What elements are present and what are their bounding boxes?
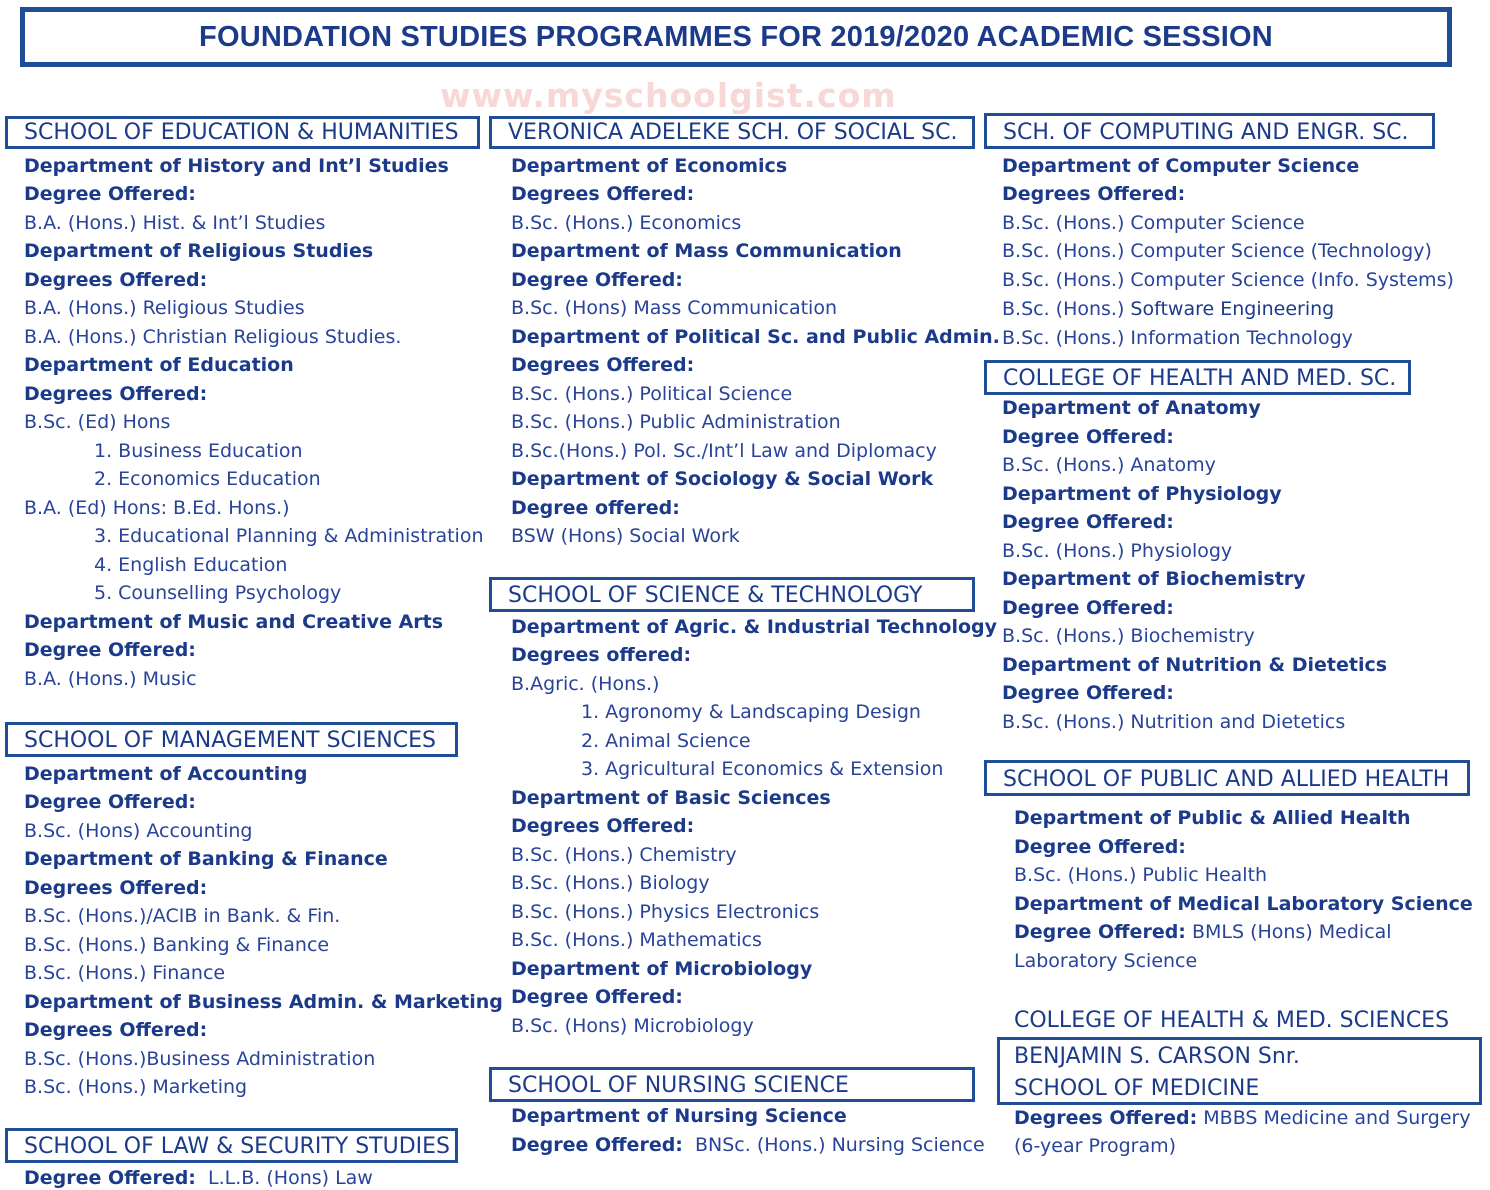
degree-item: B.Sc. (Hons.) Biochemistry xyxy=(1002,625,1255,647)
school-of-medicine-box xyxy=(997,1037,1482,1105)
degree-item: BMLS (Hons) Medical xyxy=(1191,921,1392,943)
degree-label: Degrees offered: xyxy=(511,644,692,666)
dept-economics: Department of Economics xyxy=(511,155,788,177)
dept-microbiology: Department of Microbiology xyxy=(511,958,813,980)
list-item: 4. English Education xyxy=(94,554,288,576)
dept-music: Department of Music and Creative Arts xyxy=(24,611,444,633)
degree-item-software xyxy=(1002,300,1334,319)
school-of-medicine-line1: BENJAMIN S. CARSON Snr. xyxy=(1014,1044,1300,1069)
degree-label: Degree Offered: xyxy=(1002,511,1174,533)
header-law-security: SCHOOL OF LAW & SECURITY STUDIES xyxy=(5,1128,458,1163)
degree-item: B.Sc. (Hons.) Nutrition and Dietetics xyxy=(1002,711,1346,733)
degree-item: B.A. (Hons.) Religious Studies xyxy=(24,297,305,319)
dept-mass-comm: Department of Mass Communication xyxy=(511,240,902,262)
degree-item: B.Sc. (Hons.) Information Technology xyxy=(1002,327,1353,349)
dept-business-admin: Department of Business Admin. & Marketing xyxy=(24,991,503,1013)
degree-label: Degree Offered: xyxy=(1002,597,1174,619)
degree-item: B.A. (Hons.) Christian Religious Studies. xyxy=(24,326,402,348)
dept-banking: Department of Banking & Finance xyxy=(24,848,388,870)
medlab-degree-line xyxy=(1014,923,1392,942)
degree-label: Degree offered: xyxy=(511,497,680,519)
dept-history: Department of History and Int’l Studies xyxy=(24,155,449,177)
degree-label: Degree Offered: xyxy=(1002,426,1174,448)
degree-label: Degrees Offered: xyxy=(24,1019,208,1041)
dept-physiology: Department of Physiology xyxy=(1002,483,1282,505)
dept-basic-sciences: Department of Basic Sciences xyxy=(511,787,831,809)
degree-item: B.Sc. (Hons.) Physics Electronics xyxy=(511,901,820,923)
degree-item: B.Agric. (Hons.) xyxy=(511,673,660,695)
degree-item: B.Sc. (Ed) Hons xyxy=(24,411,171,433)
list-item: 3. Educational Planning & Administration xyxy=(94,525,484,547)
dept-political-sc: Department of Political Sc. and Public Admin. xyxy=(511,326,1000,348)
degree-prefix: B.Sc. (Hons.) xyxy=(1002,298,1131,320)
degree-item: B.Sc. (Hons.) Public Health xyxy=(1014,864,1268,886)
degree-item: B.Sc. (Hons.) Public Administration xyxy=(511,411,841,433)
list-item: 1. Agronomy & Landscaping Design xyxy=(581,701,921,723)
degree-label: Degrees Offered: xyxy=(511,815,695,837)
degree-item: B.Sc. (Hons.) Anatomy xyxy=(1002,454,1216,476)
page-title-box xyxy=(20,7,1452,67)
degree-item: B.Sc. (Hons.) Finance xyxy=(24,962,226,984)
degree-item: B.Sc. (Hons) Mass Communication xyxy=(511,297,838,319)
degree-item: B.Sc. (Hons) Accounting xyxy=(24,820,253,842)
degree-label: Degree Offered: xyxy=(1014,921,1186,943)
degree-item: B.Sc. (Hons.) Banking & Finance xyxy=(24,934,330,956)
degree-item: MBBS Medicine and Surgery xyxy=(1203,1107,1471,1129)
degree-label: Degrees Offered: xyxy=(1014,1107,1198,1129)
degree-item: B.A. (Hons.) Hist. & Int’l Studies xyxy=(24,212,326,234)
dept-sociology: Department of Sociology & Social Work xyxy=(511,468,934,490)
dept-nutrition: Department of Nutrition & Dietetics xyxy=(1002,654,1388,676)
medicine-degree-line xyxy=(1014,1109,1471,1128)
degree-item: B.Sc. (Hons.) Computer Science xyxy=(1002,212,1305,234)
header-college-health-med-sciences: COLLEGE OF HEALTH & MED. SCIENCES xyxy=(1014,1008,1450,1033)
degree-label: Degrees Offered: xyxy=(511,354,695,376)
degree-label: Degree Offered: xyxy=(1014,836,1186,858)
list-item: 5. Counselling Psychology xyxy=(94,582,342,604)
degree-label: Degrees Offered: xyxy=(1002,183,1186,205)
dept-anatomy: Department of Anatomy xyxy=(1002,397,1261,419)
degree-item: B.Sc. (Hons.) Chemistry xyxy=(511,844,737,866)
degree-label: Degree Offered: xyxy=(24,1167,196,1189)
header-college-health-med: COLLEGE OF HEALTH AND MED. SC. xyxy=(984,360,1411,395)
degree-label: Degree Offered: xyxy=(1002,682,1174,704)
degree-item: B.Sc. (Hons.) Marketing xyxy=(24,1076,248,1098)
dept-agric: Department of Agric. & Industrial Technology xyxy=(511,616,998,638)
degree-item: Software Engineering xyxy=(1130,298,1335,320)
degree-label: Degree Offered: xyxy=(511,1134,683,1156)
dept-nursing: Department of Nursing Science xyxy=(511,1105,847,1127)
header-science-technology: SCHOOL OF SCIENCE & TECHNOLOGY xyxy=(489,577,975,612)
degree-item: B.Sc. (Hons.) Economics xyxy=(511,212,742,234)
degree-label: Degree Offered: xyxy=(24,183,196,205)
degree-label: Degree Offered: xyxy=(511,986,683,1008)
watermark: www.myschoolgist.com xyxy=(440,76,897,115)
header-education-humanities: SCHOOL OF EDUCATION & HUMANITIES xyxy=(5,116,480,149)
dept-public-allied: Department of Public & Allied Health xyxy=(1014,807,1411,829)
degree-item: B.Sc. (Hons.) Biology xyxy=(511,872,710,894)
degree-item: B.Sc. (Hons.)Business Administration xyxy=(24,1048,376,1070)
dept-accounting: Department of Accounting xyxy=(24,763,308,785)
degree-item: B.Sc. (Hons.) Mathematics xyxy=(511,929,762,951)
degree-label: Degrees Offered: xyxy=(24,269,208,291)
list-item: 3. Agricultural Economics & Extension xyxy=(581,758,944,780)
dept-medical-lab: Department of Medical Laboratory Science xyxy=(1014,893,1473,915)
degree-item: B.Sc.(Hons.) Pol. Sc./Int’l Law and Diplomacy xyxy=(511,440,937,462)
list-item: 2. Animal Science xyxy=(581,730,751,752)
degree-label: Degrees Offered: xyxy=(511,183,695,205)
dept-computer-science: Department of Computer Science xyxy=(1002,155,1360,177)
dept-religious: Department of Religious Studies xyxy=(24,240,374,262)
header-computing-engineering: SCH. OF COMPUTING AND ENGR. SC. xyxy=(984,113,1435,149)
degree-item: B.Sc. (Hons.) Computer Science (Info. Systems) xyxy=(1002,269,1454,291)
degree-label: Degrees Offered: xyxy=(24,877,208,899)
degree-item: (6-year Program) xyxy=(1014,1135,1177,1157)
degree-label: Degree Offered: xyxy=(24,639,196,661)
degree-item: BSW (Hons) Social Work xyxy=(511,525,740,547)
degree-item: L.L.B. (Hons) Law xyxy=(208,1167,373,1189)
degree-item: B.Sc. (Hons) Microbiology xyxy=(511,1015,754,1037)
nursing-degree-line xyxy=(511,1136,985,1155)
degree-item: B.A. (Hons.) Music xyxy=(24,668,197,690)
degree-item: B.Sc. (Hons.) Political Science xyxy=(511,383,793,405)
degree-label: Degree Offered: xyxy=(24,791,196,813)
degree-item: BNSc. (Hons.) Nursing Science xyxy=(695,1134,985,1156)
school-of-medicine-line2: SCHOOL OF MEDICINE xyxy=(1014,1076,1260,1101)
header-nursing-science: SCHOOL OF NURSING SCIENCE xyxy=(489,1067,975,1102)
degree-item: B.Sc. (Hons.)/ACIB in Bank. & Fin. xyxy=(24,905,341,927)
law-degree-line xyxy=(24,1169,373,1188)
dept-biochemistry: Department of Biochemistry xyxy=(1002,568,1306,590)
degree-item: B.Sc. (Hons.) Computer Science (Technology) xyxy=(1002,240,1432,262)
degree-item: B.A. (Ed) Hons: B.Ed. Hons.) xyxy=(24,497,290,519)
list-item: 2. Economics Education xyxy=(94,468,321,490)
page-title: FOUNDATION STUDIES PROGRAMMES FOR 2019/2020 ACADEMIC SESSION xyxy=(199,20,1273,53)
header-public-allied-health: SCHOOL OF PUBLIC AND ALLIED HEALTH xyxy=(984,760,1470,796)
degree-item: B.Sc. (Hons.) Physiology xyxy=(1002,540,1233,562)
degree-label: Degree Offered: xyxy=(511,269,683,291)
degree-label: Degrees Offered: xyxy=(24,383,208,405)
list-item: 1. Business Education xyxy=(94,440,303,462)
dept-education: Department of Education xyxy=(24,354,294,376)
header-social-sciences: VERONICA ADELEKE SCH. OF SOCIAL SC. xyxy=(489,116,975,149)
degree-item: Laboratory Science xyxy=(1014,950,1198,972)
header-management-sciences: SCHOOL OF MANAGEMENT SCIENCES xyxy=(5,722,458,757)
